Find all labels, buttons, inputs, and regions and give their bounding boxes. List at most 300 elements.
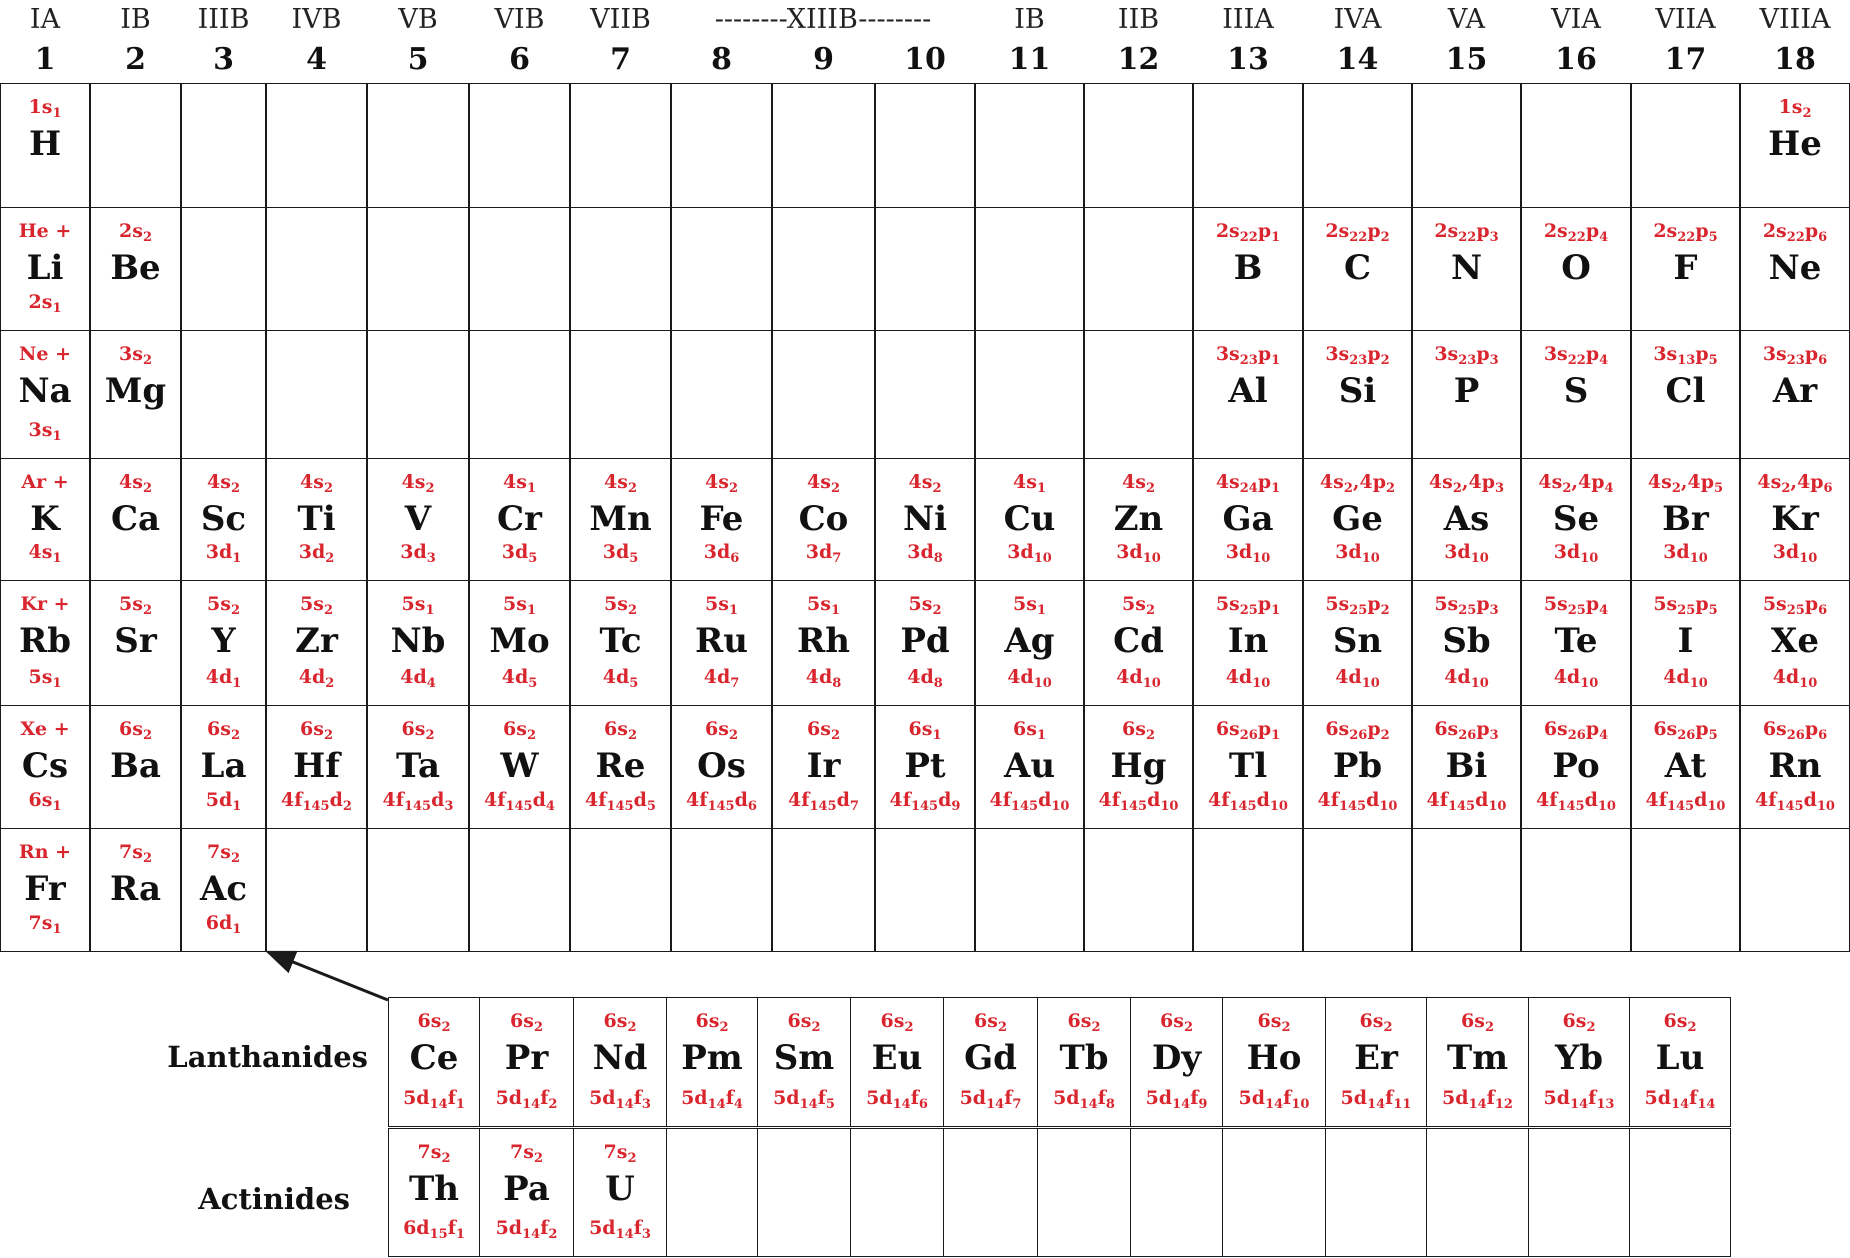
- element-Os: [671, 705, 772, 829]
- empty-cell: [367, 828, 469, 952]
- config-top: $4s_2$: [119, 471, 152, 496]
- group-roman-label: VIIIA: [1759, 4, 1831, 35]
- config-bottom: $4f_{145}d_4$: [484, 789, 555, 814]
- element-symbol: N: [1450, 248, 1483, 288]
- element-symbol: Tl: [1228, 746, 1268, 786]
- config-top: $5s_2$: [1122, 593, 1155, 618]
- element-Ce: [388, 997, 480, 1127]
- config-bottom: $5d_{14}f_3$: [589, 1217, 651, 1242]
- config-bottom: $3s_1$: [28, 419, 62, 444]
- config-top: $2s_{22}p_3$: [1434, 220, 1499, 245]
- element-symbol: Mo: [489, 621, 550, 661]
- element-Sm: [757, 997, 851, 1127]
- config-top: $6s_2$: [974, 1010, 1007, 1035]
- config-top: $2s_{22}p_6$: [1762, 220, 1828, 245]
- element-Pr: [479, 997, 574, 1127]
- group-number: 5: [407, 42, 429, 77]
- element-Cs: [0, 705, 90, 829]
- group-roman-label: IB: [1014, 4, 1045, 35]
- config-top: Ne +: [19, 343, 71, 365]
- empty-cell: [266, 83, 367, 208]
- empty-cell: [570, 828, 671, 952]
- element-Ga: [1193, 458, 1303, 581]
- arrow-line: [268, 952, 388, 1000]
- config-bottom: $4f_{145}d_9$: [889, 789, 961, 814]
- config-top: $6s_2$: [300, 718, 333, 743]
- element-C: [1303, 207, 1412, 331]
- element-Ru: [671, 580, 772, 706]
- element-Re: [570, 705, 671, 829]
- element-symbol: Na: [18, 371, 72, 411]
- element-symbol: Ba: [110, 746, 161, 786]
- config-top: $6s_2$: [604, 718, 637, 743]
- config-bottom: $3d_2$: [298, 541, 335, 566]
- config-top: $7s_2$: [603, 1141, 637, 1166]
- config-top: $6s_{26}p_1$: [1215, 718, 1281, 743]
- element-symbol: Cd: [1113, 621, 1164, 661]
- empty-cell: [671, 207, 772, 331]
- config-bottom: $5d_{14}f_{13}$: [1543, 1087, 1615, 1112]
- element-symbol: Pt: [904, 746, 946, 786]
- element-symbol: P: [1453, 371, 1480, 411]
- empty-cell: [1528, 1128, 1630, 1257]
- empty-cell: [772, 207, 875, 331]
- empty-cell: [1084, 828, 1193, 952]
- element-symbol: Au: [1003, 746, 1056, 786]
- empty-cell: [975, 83, 1084, 208]
- element-symbol: Hf: [293, 746, 340, 786]
- empty-cell: [1629, 1128, 1731, 1257]
- group-roman-label: VIIA: [1655, 4, 1716, 35]
- element-symbol: Ca: [110, 499, 161, 539]
- config-top: $6s_2$: [807, 718, 840, 743]
- config-bottom: $4d_8$: [805, 666, 842, 691]
- element-symbol: Fe: [699, 499, 744, 539]
- element-symbol: Yb: [1554, 1038, 1604, 1078]
- empty-cell: [1130, 1128, 1223, 1257]
- config-top: $4s_2,4p_4$: [1538, 471, 1614, 496]
- config-top: $5s_1$: [807, 593, 840, 618]
- config-bottom: $4d_{10}$: [1663, 666, 1708, 691]
- group-roman-label: IVA: [1333, 4, 1382, 35]
- element-symbol: As: [1443, 499, 1490, 539]
- config-bottom: $4f_{145}d_7$: [788, 789, 859, 814]
- empty-cell: [181, 83, 266, 208]
- element-Hg: [1084, 705, 1193, 829]
- element-O: [1521, 207, 1631, 331]
- element-symbol: Mg: [104, 371, 167, 411]
- config-top: $6s_2$: [705, 718, 738, 743]
- element-Ac: [181, 828, 266, 952]
- config-top: $5s_{25}p_4$: [1543, 593, 1609, 618]
- empty-cell: [266, 828, 367, 952]
- element-Be: [90, 207, 181, 331]
- group-roman-label: IVB: [291, 4, 342, 35]
- config-top: $4s_{24}p_1$: [1215, 471, 1281, 496]
- element-symbol: C: [1343, 248, 1372, 288]
- group-number: 16: [1555, 42, 1597, 77]
- config-bottom: $3d_5$: [501, 541, 538, 566]
- element-Zn: [1084, 458, 1193, 581]
- config-top: $4s_2,4p_3$: [1428, 471, 1505, 496]
- element-Xe: [1740, 580, 1850, 706]
- group-roman-label: IIIA: [1222, 4, 1274, 35]
- group-number: 13: [1227, 42, 1269, 77]
- element-Ba: [90, 705, 181, 829]
- config-bottom: $3d_{10}$: [1225, 541, 1271, 566]
- element-Fr: [0, 828, 90, 952]
- config-bottom: $3d_1$: [205, 541, 242, 566]
- empty-cell: [1303, 83, 1412, 208]
- group-roman-label: IA: [29, 4, 61, 35]
- config-bottom: $5d_{14}f_2$: [495, 1087, 558, 1112]
- element-symbol: U: [605, 1169, 635, 1209]
- element-symbol: V: [404, 499, 432, 539]
- element-Cl: [1631, 330, 1740, 459]
- group-number: 3: [213, 42, 234, 77]
- element-Ca: [90, 458, 181, 581]
- config-bottom: $5d_{14}f_3$: [589, 1087, 651, 1112]
- element-Tl: [1193, 705, 1303, 829]
- element-symbol: Cr: [497, 499, 542, 539]
- element-symbol: Mn: [589, 499, 652, 539]
- element-symbol: S: [1563, 371, 1589, 411]
- config-bottom: $5d_{14}f_6$: [866, 1087, 928, 1112]
- config-bottom: $4d_{10}$: [1444, 666, 1489, 691]
- empty-cell: [1521, 828, 1631, 952]
- element-In: [1193, 580, 1303, 706]
- config-top: $5s_1$: [705, 593, 738, 618]
- element-symbol: Lu: [1655, 1038, 1705, 1078]
- empty-cell: [772, 828, 875, 952]
- empty-cell: [181, 207, 266, 331]
- config-bottom: $3d_{10}$: [1116, 541, 1161, 566]
- group-roman-label: VIIB: [590, 4, 651, 35]
- config-bottom: $3d_3$: [400, 541, 436, 566]
- config-bottom: $4d_5$: [602, 666, 639, 691]
- element-symbol: Os: [697, 746, 746, 786]
- element-symbol: Ag: [1004, 621, 1055, 661]
- element-symbol: Ru: [695, 621, 748, 661]
- config-bottom: $4f_{145}d_{10}$: [1098, 789, 1179, 814]
- element-symbol: Pa: [503, 1169, 550, 1209]
- element-symbol: W: [500, 746, 539, 786]
- config-bottom: $4f_{145}d_{10}$: [1426, 789, 1507, 814]
- actinides-label: Actinides: [198, 1182, 350, 1216]
- element-symbol: Ge: [1332, 499, 1383, 539]
- empty-cell: [1084, 207, 1193, 331]
- element-Ne: [1740, 207, 1850, 331]
- element-Pm: [666, 997, 758, 1127]
- config-top: Ar +: [21, 471, 69, 493]
- element-Au: [975, 705, 1084, 829]
- empty-cell: [666, 1128, 758, 1257]
- element-Dy: [1130, 997, 1223, 1127]
- empty-cell: [875, 83, 975, 208]
- config-top: $4s_2,4p_6$: [1757, 471, 1833, 496]
- element-Cu: [975, 458, 1084, 581]
- group-number: 6: [509, 42, 530, 77]
- config-bottom: $5d_{14}f_1$: [403, 1087, 465, 1112]
- config-bottom: $4d_2$: [298, 666, 335, 691]
- config-bottom: $4d_4$: [400, 666, 436, 691]
- config-bottom: $4f_{145}d_{10}$: [1536, 789, 1616, 814]
- empty-cell: [975, 828, 1084, 952]
- element-Pa: [479, 1128, 574, 1257]
- empty-cell: [1325, 1128, 1427, 1257]
- config-bottom: $4d_5$: [501, 666, 538, 691]
- config-top: $6s_2$: [787, 1010, 821, 1035]
- element-Li: [0, 207, 90, 331]
- element-P: [1412, 330, 1521, 459]
- config-top: $6s_2$: [880, 1010, 914, 1035]
- config-top: $7s_2$: [207, 841, 240, 866]
- config-bottom: $3d_{10}$: [1444, 541, 1489, 566]
- element-At: [1631, 705, 1740, 829]
- element-symbol: La: [200, 746, 247, 786]
- element-F: [1631, 207, 1740, 331]
- empty-cell: [975, 330, 1084, 459]
- element-symbol: Rh: [797, 621, 850, 661]
- element-symbol: Fr: [24, 869, 66, 909]
- config-top: $6s_2$: [510, 1010, 543, 1035]
- element-symbol: K: [30, 499, 60, 539]
- empty-cell: [1222, 1128, 1326, 1257]
- empty-cell: [1412, 828, 1521, 952]
- config-bottom: $2s_1$: [28, 291, 62, 316]
- element-symbol: I: [1677, 621, 1694, 661]
- config-bottom: $5d_{14}f_4$: [681, 1087, 743, 1112]
- empty-cell: [1631, 83, 1740, 208]
- empty-cell: [90, 83, 181, 208]
- element-symbol: Sc: [200, 499, 247, 539]
- config-top: $6s_2$: [1562, 1010, 1596, 1035]
- config-top: $6s_2$: [603, 1010, 637, 1035]
- element-Ir: [772, 705, 875, 829]
- config-top: $4s_2$: [401, 471, 435, 496]
- config-bottom: $4f_{145}d_2$: [281, 789, 352, 814]
- config-bottom: $4f_{145}d_{10}$: [1755, 789, 1835, 814]
- empty-cell: [875, 330, 975, 459]
- element-symbol: Co: [798, 499, 849, 539]
- element-Zr: [266, 580, 367, 706]
- empty-cell: [772, 330, 875, 459]
- config-bottom: $5d_{14}f_2$: [495, 1217, 558, 1242]
- element-symbol: Nb: [390, 621, 446, 661]
- empty-cell: [1084, 83, 1193, 208]
- empty-cell: [1631, 828, 1740, 952]
- element-Mn: [570, 458, 671, 581]
- element-Mo: [469, 580, 570, 706]
- element-Tc: [570, 580, 671, 706]
- group-number: 18: [1774, 42, 1816, 77]
- config-top: $6s_2$: [1359, 1010, 1393, 1035]
- element-Rn: [1740, 705, 1850, 829]
- config-top: $5s_2$: [207, 593, 240, 618]
- element-He: [1740, 83, 1850, 208]
- config-top: $4s_2$: [705, 471, 738, 496]
- element-symbol: At: [1664, 746, 1707, 786]
- element-Al: [1193, 330, 1303, 459]
- config-top: $5s_{25}p_6$: [1762, 593, 1828, 618]
- config-bottom: $4f_{145}d_6$: [686, 789, 757, 814]
- empty-cell: [367, 207, 469, 331]
- element-symbol: Pd: [900, 621, 950, 661]
- element-Po: [1521, 705, 1631, 829]
- element-K: [0, 458, 90, 581]
- element-symbol: Ne: [1768, 248, 1822, 288]
- config-top: $5s_2$: [300, 593, 333, 618]
- config-top: $6s_2$: [417, 1010, 451, 1035]
- config-top: $6s_{26}p_2$: [1325, 718, 1390, 743]
- config-top: $5s_1$: [401, 593, 435, 618]
- element-Ag: [975, 580, 1084, 706]
- element-Ho: [1222, 997, 1326, 1127]
- config-top: $3s_{22}p_4$: [1543, 343, 1609, 368]
- element-Mg: [90, 330, 181, 459]
- element-U: [573, 1128, 667, 1257]
- empty-cell: [1084, 330, 1193, 459]
- element-Bi: [1412, 705, 1521, 829]
- element-Ra: [90, 828, 181, 952]
- element-symbol: Pb: [1332, 746, 1383, 786]
- config-bottom: $6d_1$: [205, 912, 242, 937]
- element-symbol: Ce: [409, 1038, 459, 1078]
- element-symbol: Zn: [1113, 499, 1164, 539]
- config-top: $6s_2$: [1067, 1010, 1101, 1035]
- element-symbol: Se: [1552, 499, 1600, 539]
- group-number: 10: [904, 42, 946, 77]
- empty-cell: [1193, 828, 1303, 952]
- group-number: 17: [1664, 42, 1707, 77]
- element-Hf: [266, 705, 367, 829]
- config-top: $3s_{13}p_5$: [1653, 343, 1718, 368]
- config-bottom: $3d_7$: [805, 541, 842, 566]
- element-symbol: Re: [595, 746, 646, 786]
- config-top: $3s_{23}p_6$: [1762, 343, 1828, 368]
- element-Gd: [943, 997, 1038, 1127]
- element-Yb: [1528, 997, 1630, 1127]
- element-Ta: [367, 705, 469, 829]
- element-symbol: Rn: [1768, 746, 1822, 786]
- config-bottom: $5d_{14}f_9$: [1145, 1087, 1208, 1112]
- element-Pt: [875, 705, 975, 829]
- element-N: [1412, 207, 1521, 331]
- config-bottom: $3d_8$: [907, 541, 943, 566]
- empty-cell: [875, 828, 975, 952]
- element-symbol: Pm: [681, 1038, 743, 1078]
- config-bottom: $3d_{10}$: [1007, 541, 1052, 566]
- group-roman-label: IB: [120, 4, 151, 35]
- element-Nb: [367, 580, 469, 706]
- group-roman-label: VIA: [1551, 4, 1601, 35]
- element-symbol: Be: [110, 248, 161, 288]
- element-symbol: Tc: [599, 621, 642, 661]
- empty-cell: [1426, 1128, 1529, 1257]
- config-top: $7s_2$: [417, 1141, 451, 1166]
- element-Te: [1521, 580, 1631, 706]
- group-number: 9: [813, 42, 834, 77]
- empty-cell: [469, 83, 570, 208]
- element-Kr: [1740, 458, 1850, 581]
- element-Se: [1521, 458, 1631, 581]
- element-symbol: F: [1673, 248, 1698, 288]
- config-top: $5s_1$: [1013, 593, 1046, 618]
- element-symbol: Si: [1338, 371, 1377, 411]
- element-Sb: [1412, 580, 1521, 706]
- config-bottom: $4d_{10}$: [1772, 666, 1818, 691]
- element-symbol: Bi: [1445, 746, 1488, 786]
- element-Er: [1325, 997, 1427, 1127]
- empty-cell: [469, 330, 570, 459]
- element-Th: [388, 1128, 480, 1257]
- config-bottom: $3d_5$: [602, 541, 639, 566]
- empty-cell: [469, 207, 570, 331]
- empty-cell: [266, 207, 367, 331]
- empty-cell: [975, 207, 1084, 331]
- config-bottom: $5d_{14}f_5$: [773, 1087, 835, 1112]
- element-symbol: Y: [211, 621, 236, 661]
- config-bottom: $5d_{14}f_{12}$: [1442, 1087, 1513, 1112]
- element-symbol: Cs: [21, 746, 69, 786]
- element-Y: [181, 580, 266, 706]
- element-symbol: Ar: [1772, 371, 1818, 411]
- element-symbol: Eu: [871, 1038, 923, 1078]
- config-top: $5s_{25}p_3$: [1434, 593, 1499, 618]
- element-Ni: [875, 458, 975, 581]
- config-bottom: $4d_8$: [907, 666, 943, 691]
- element-symbol: Xe: [1770, 621, 1819, 661]
- config-bottom: $3d_6$: [703, 541, 740, 566]
- element-symbol: Ra: [109, 869, 162, 909]
- config-top: $6s_2$: [119, 718, 152, 743]
- config-bottom: $4d_1$: [205, 666, 242, 691]
- config-bottom: $5d_1$: [205, 789, 242, 814]
- config-top: $4s_2$: [807, 471, 840, 496]
- element-symbol: Er: [1354, 1038, 1398, 1078]
- element-Si: [1303, 330, 1412, 459]
- empty-cell: [367, 330, 469, 459]
- config-top: Xe +: [20, 718, 70, 740]
- element-symbol: Ni: [903, 499, 947, 539]
- config-top: $1s_1$: [28, 96, 62, 121]
- group-roman-label: VA: [1447, 4, 1486, 35]
- element-Br: [1631, 458, 1740, 581]
- config-top: $7s_2$: [119, 841, 152, 866]
- group-number: 12: [1117, 42, 1160, 77]
- element-Fe: [671, 458, 772, 581]
- config-top: $5s_{25}p_2$: [1325, 593, 1390, 618]
- config-top: $6s_2$: [1160, 1010, 1193, 1035]
- config-top: $6s_2$: [1257, 1010, 1291, 1035]
- group-number: 11: [1008, 42, 1051, 77]
- config-top: $4s_2$: [1122, 471, 1155, 496]
- config-top: $5s_{25}p_1$: [1215, 593, 1281, 618]
- config-bottom: $4f_{145}d_{10}$: [989, 789, 1070, 814]
- empty-cell: [570, 207, 671, 331]
- config-bottom: $3d_{10}$: [1663, 541, 1708, 566]
- config-bottom: $5s_1$: [28, 666, 62, 691]
- group-roman-label: IIIB: [197, 4, 250, 35]
- config-top: Rn +: [18, 841, 72, 863]
- element-I: [1631, 580, 1740, 706]
- empty-cell: [757, 1128, 851, 1257]
- element-symbol: Sb: [1442, 621, 1491, 661]
- empty-cell: [875, 207, 975, 331]
- config-top: $6s_2$: [1122, 718, 1155, 743]
- config-top: $6s_1$: [1013, 718, 1046, 743]
- element-B: [1193, 207, 1303, 331]
